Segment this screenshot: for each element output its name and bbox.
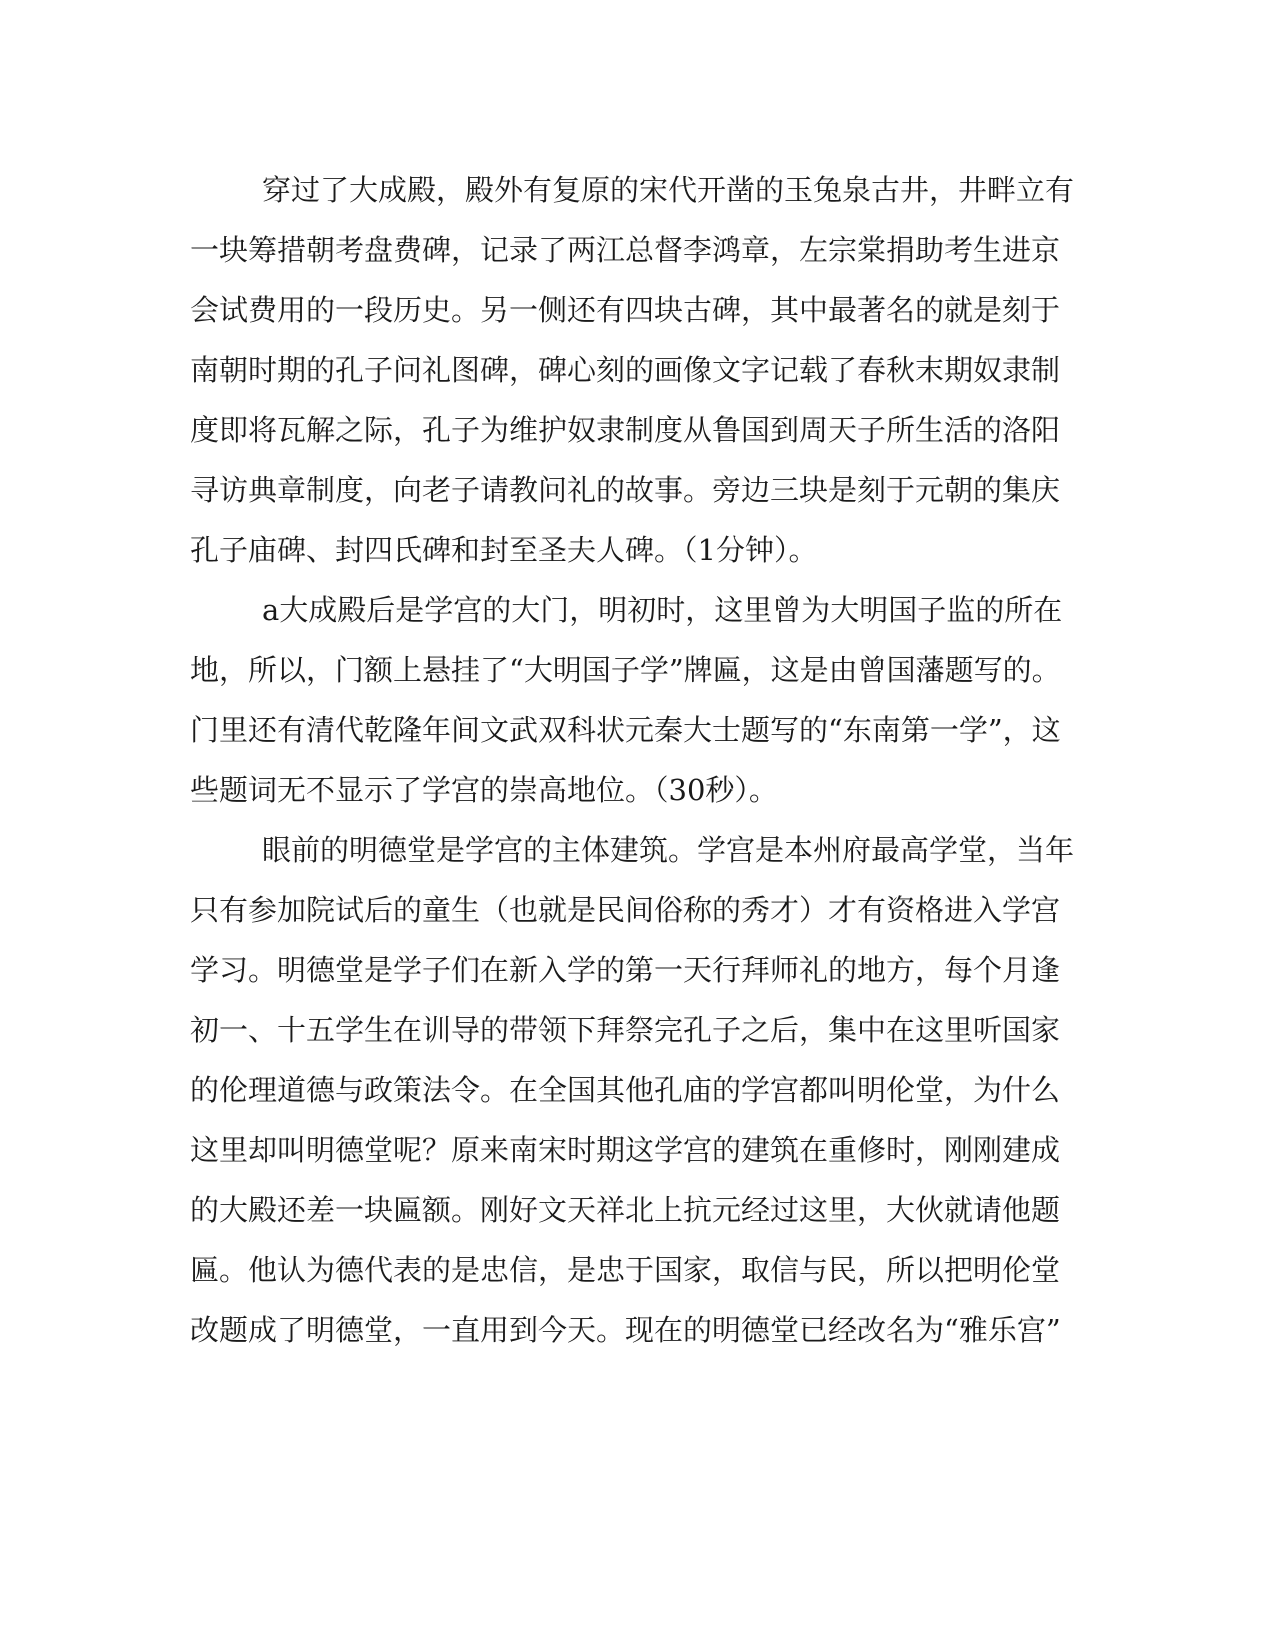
text-line: 这里却叫明德堂呢？原来南宋时期这学宫的建筑在重修时，刚刚建成 [190, 1133, 1061, 1167]
text-line: 度即将瓦解之际，孔子为维护奴隶制度从鲁国到周天子所生活的洛阳 [190, 413, 1061, 447]
text-line: 的伦理道德与政策法令。在全国其他孔庙的学宫都叫明伦堂，为什么 [190, 1073, 1061, 1107]
text-line: 会试费用的一段历史。另一侧还有四块古碑，其中最著名的就是刻于 [190, 293, 1061, 327]
text-line: 匾。他认为德代表的是忠信，是忠于国家，取信与民，所以把明伦堂 [190, 1253, 1061, 1287]
text-line: 初一、十五学生在训导的带领下拜祭完孔子之后，集中在这里听国家 [190, 1013, 1061, 1047]
text-line: 南朝时期的孔子问礼图碑，碑心刻的画像文字记载了春秋末期奴隶制 [190, 353, 1061, 387]
text-line: 只有参加院试后的童生（也就是民间俗称的秀才）才有资格进入学宫 [190, 893, 1061, 927]
text-line: 改题成了明德堂，一直用到今天。现在的明德堂已经改名为“雅乐宫” [190, 1313, 1061, 1347]
text-line: 穿过了大成殿，殿外有复原的宋代开凿的玉兔泉古井，井畔立有 [262, 173, 1075, 207]
text-line: 孔子庙碑、封四氏碑和封至圣夫人碑。（1分钟）。 [190, 533, 818, 567]
paragraph-3 [190, 820, 1080, 1360]
text-line: 一块筹措朝考盘费碑，记录了两江总督李鸿章，左宗棠捐助考生进京 [190, 233, 1061, 267]
document-body [190, 160, 1080, 1360]
text-line: a大成殿后是学宫的大门，明初时，这里曾为大明国子监的所在 [262, 593, 1063, 627]
text-line: 些题词无不显示了学宫的崇高地位。（30秒）。 [190, 773, 778, 807]
text-line: 的大殿还差一块匾额。刚好文天祥北上抗元经过这里，大伙就请他题 [190, 1193, 1061, 1227]
text-line: 眼前的明德堂是学宫的主体建筑。学宫是本州府最高学堂，当年 [262, 833, 1075, 867]
text-line: 地，所以，门额上悬挂了“大明国子学”牌匾，这是由曾国藩题写的。 [190, 653, 1061, 687]
paragraph-1 [190, 160, 1080, 580]
paragraph-2 [190, 580, 1080, 820]
text-line: 门里还有清代乾隆年间文武双科状元秦大士题写的“东南第一学”，这 [190, 713, 1061, 747]
text-line: 寻访典章制度，向老子请教问礼的故事。旁边三块是刻于元朝的集庆 [190, 473, 1061, 507]
text-line: 学习。明德堂是学子们在新入学的第一天行拜师礼的地方，每个月逢 [190, 953, 1061, 987]
